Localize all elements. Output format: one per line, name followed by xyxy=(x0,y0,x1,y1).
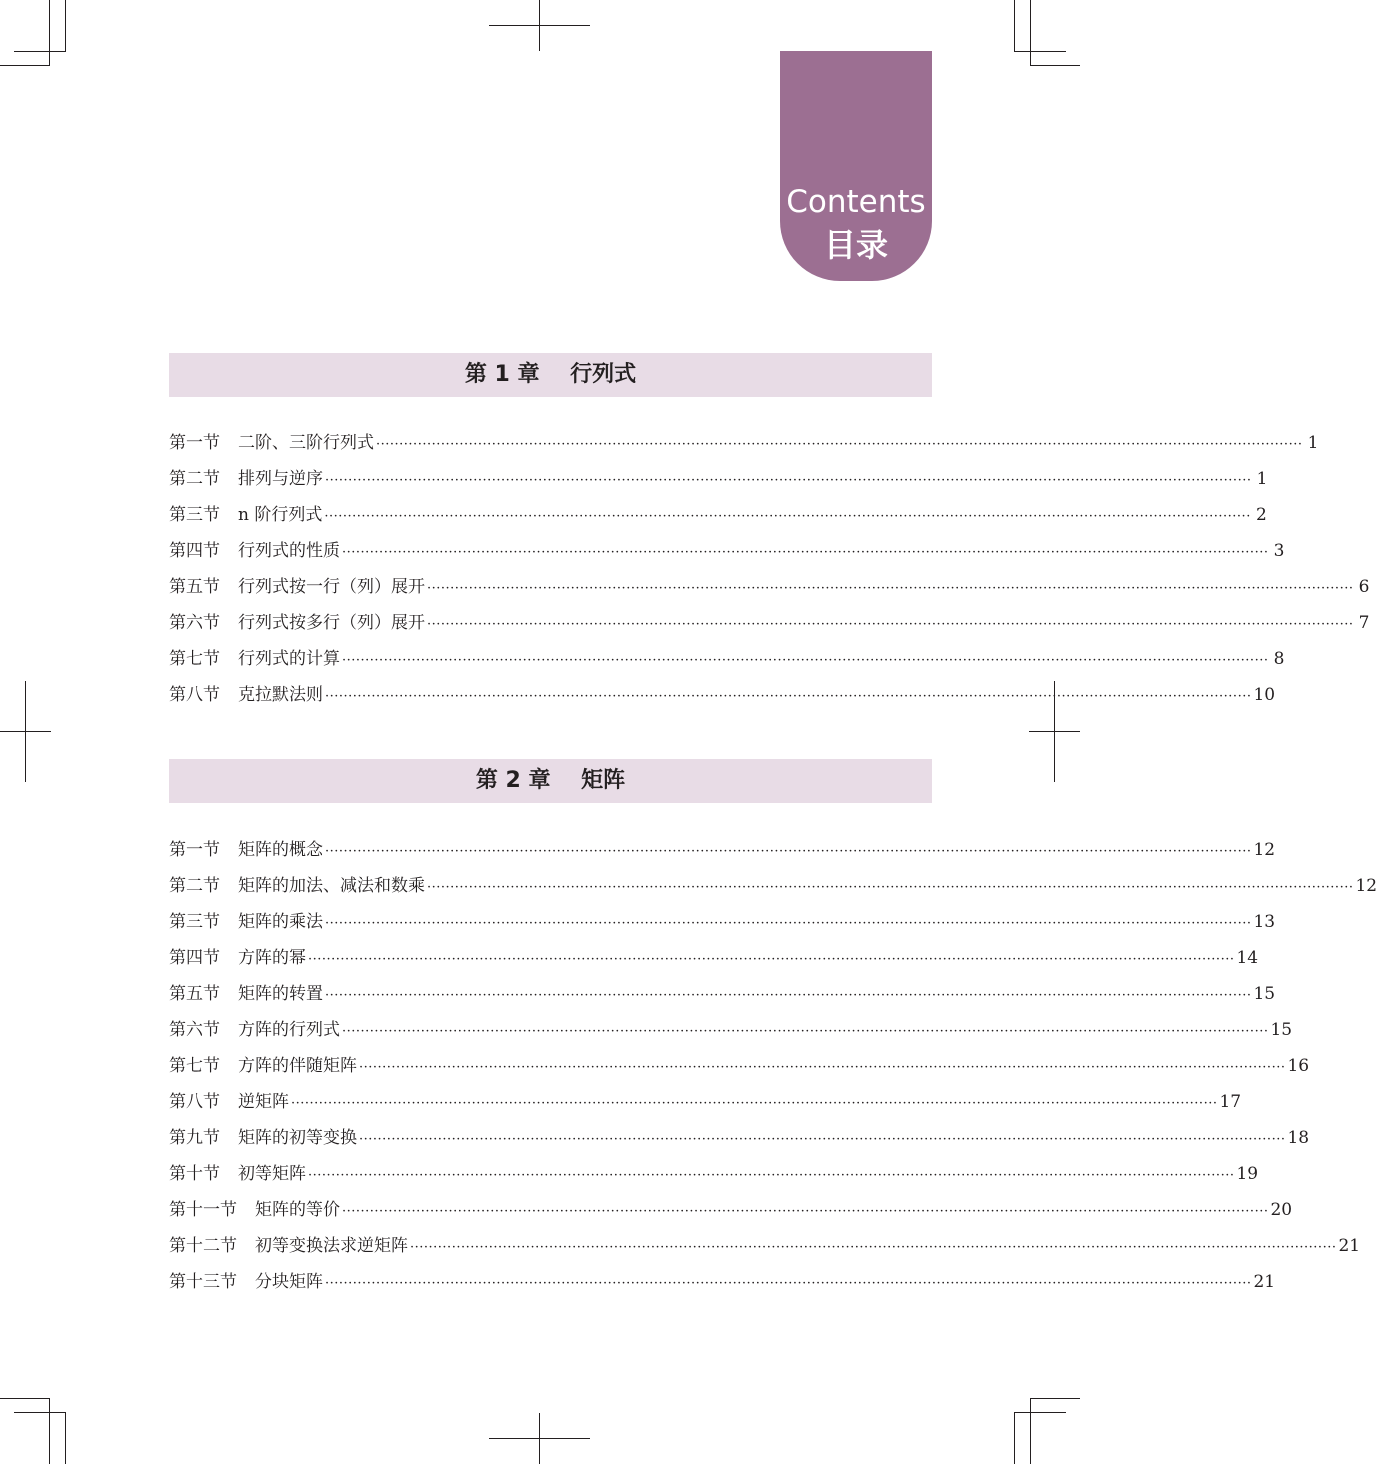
page-number: 1 xyxy=(1256,469,1268,489)
chapter-2-heading xyxy=(169,759,932,803)
toc-entry[interactable] xyxy=(169,1264,1276,1300)
toc-entry[interactable] xyxy=(169,1228,1361,1264)
section-title: 行列式按一行（列）展开 xyxy=(238,577,425,597)
leader-dots: ········································································································································································································ xyxy=(342,1204,1269,1219)
section-number: 第五节 xyxy=(169,577,220,597)
leader-dots: ········································································································································································································ xyxy=(359,1060,1286,1075)
section-number: 第四节 xyxy=(169,948,220,968)
leader-dots: ········································································································································································································ xyxy=(308,952,1235,967)
page-number: 7 xyxy=(1358,613,1370,633)
page-number: 1 xyxy=(1307,433,1319,453)
leader-dots: ········································································································································································································ xyxy=(325,988,1252,1003)
toc-entry[interactable] xyxy=(169,533,1285,569)
section-title: n 阶行列式 xyxy=(238,505,323,525)
section-number: 第六节 xyxy=(169,1020,220,1040)
section-title: 矩阵的转置 xyxy=(238,984,323,1004)
section-title: 克拉默法则 xyxy=(238,685,323,705)
section-title: 矩阵的初等变换 xyxy=(238,1128,357,1148)
toc-entry[interactable] xyxy=(169,461,1268,497)
leader-dots: ········································································································································································································ xyxy=(342,545,1269,560)
page-number: 2 xyxy=(1256,505,1267,525)
section-number: 第八节 xyxy=(169,1092,220,1112)
toc-entry[interactable] xyxy=(169,569,1370,605)
section-title: 方阵的行列式 xyxy=(238,1020,340,1040)
leader-dots: ········································································································································································································ xyxy=(325,916,1252,931)
leader-dots: ········································································································································································································ xyxy=(342,1024,1269,1039)
leader-dots: ········································································································································································································ xyxy=(427,617,1354,632)
page-number: 3 xyxy=(1273,541,1285,561)
page-number: 15 xyxy=(1270,1020,1293,1040)
leader-dots: ········································································································································································································ xyxy=(427,880,1354,895)
page-number: 18 xyxy=(1287,1128,1310,1148)
chapter-1-title: 第 1 章 行列式 xyxy=(464,362,637,387)
leader-dots: ········································································································································································································ xyxy=(376,437,1303,452)
section-title: 行列式的计算 xyxy=(238,649,340,669)
page-number: 19 xyxy=(1236,1164,1259,1184)
section-title: 矩阵的乘法 xyxy=(238,912,323,932)
page-number: 21 xyxy=(1253,1272,1276,1292)
page-number: 15 xyxy=(1253,984,1276,1004)
section-title: 矩阵的等价 xyxy=(255,1200,340,1220)
section-number: 第三节 xyxy=(169,505,220,525)
section-title: 矩阵的概念 xyxy=(238,840,323,860)
section-number: 第四节 xyxy=(169,541,220,561)
toc-entry[interactable] xyxy=(169,497,1267,533)
section-title: 行列式按多行（列）展开 xyxy=(238,613,425,633)
section-number: 第七节 xyxy=(169,1056,220,1076)
section-title: 分块矩阵 xyxy=(255,1272,323,1292)
section-number: 第一节 xyxy=(169,433,220,453)
page-number: 8 xyxy=(1273,649,1285,669)
toc-entry[interactable] xyxy=(169,1192,1293,1228)
toc-entry[interactable] xyxy=(169,677,1276,713)
toc-entry[interactable] xyxy=(169,641,1285,677)
toc-entry[interactable] xyxy=(169,1120,1310,1156)
page-number: 16 xyxy=(1287,1056,1310,1076)
section-title: 方阵的幂 xyxy=(238,948,306,968)
toc-entry[interactable] xyxy=(169,1156,1259,1192)
chapter-1-heading xyxy=(169,353,932,397)
page-number: 13 xyxy=(1253,912,1276,932)
toc-entry[interactable] xyxy=(169,976,1276,1012)
section-number: 第七节 xyxy=(169,649,220,669)
page-number: 17 xyxy=(1219,1092,1242,1112)
section-number: 第九节 xyxy=(169,1128,220,1148)
section-title: 初等变换法求逆矩阵 xyxy=(255,1236,408,1256)
section-title: 二阶、三阶行列式 xyxy=(238,433,374,453)
section-title: 初等矩阵 xyxy=(238,1164,306,1184)
page-number: 14 xyxy=(1236,948,1259,968)
toc-entry[interactable] xyxy=(169,868,1377,904)
section-number: 第十节 xyxy=(169,1164,220,1184)
toc-entry[interactable] xyxy=(169,605,1370,641)
toc-entry[interactable] xyxy=(169,1012,1293,1048)
leader-dots: ········································································································································································································ xyxy=(291,1096,1218,1111)
toc-entry[interactable] xyxy=(169,1084,1242,1120)
toc-entry[interactable] xyxy=(169,1048,1310,1084)
page-number: 20 xyxy=(1270,1200,1293,1220)
contents-title-chinese: 目录 xyxy=(823,226,888,264)
section-number: 第十一节 xyxy=(169,1200,237,1220)
section-title: 矩阵的加法、减法和数乘 xyxy=(238,876,425,896)
leader-dots: ········································································································································································································ xyxy=(359,1132,1286,1147)
leader-dots: ········································································································································································································ xyxy=(325,473,1252,488)
page-number: 6 xyxy=(1358,577,1370,597)
section-number: 第六节 xyxy=(169,613,220,633)
section-number: 第五节 xyxy=(169,984,220,1004)
section-number: 第一节 xyxy=(169,840,220,860)
section-number: 第十二节 xyxy=(169,1236,237,1256)
toc-entry[interactable] xyxy=(169,940,1259,976)
page-number: 12 xyxy=(1355,876,1377,896)
leader-dots: ········································································································································································································ xyxy=(325,844,1252,859)
section-number: 第三节 xyxy=(169,912,220,932)
section-number: 第十三节 xyxy=(169,1272,237,1292)
toc-entry[interactable] xyxy=(169,904,1276,940)
contents-tab xyxy=(780,51,932,281)
section-title: 方阵的伴随矩阵 xyxy=(238,1056,357,1076)
section-title: 排列与逆序 xyxy=(238,469,323,489)
leader-dots: ········································································································································································································ xyxy=(325,1276,1252,1291)
chapter-2-title: 第 2 章 矩阵 xyxy=(475,768,626,793)
leader-dots: ········································································································································································································ xyxy=(410,1240,1337,1255)
page-number: 12 xyxy=(1253,840,1276,860)
toc-entry[interactable] xyxy=(169,425,1319,461)
section-title: 逆矩阵 xyxy=(238,1092,289,1112)
leader-dots: ········································································································································································································ xyxy=(308,1168,1235,1183)
chapter-1-toc xyxy=(169,425,1370,713)
contents-title-english: Contents xyxy=(786,184,926,220)
toc-entry[interactable] xyxy=(169,832,1276,868)
section-number: 第二节 xyxy=(169,876,220,896)
section-number: 第二节 xyxy=(169,469,220,489)
leader-dots: ········································································································································································································ xyxy=(325,689,1252,704)
leader-dots: ········································································································································································································ xyxy=(427,581,1354,596)
chapter-2-toc xyxy=(169,832,1377,1300)
section-title: 行列式的性质 xyxy=(238,541,340,561)
section-number: 第八节 xyxy=(169,685,220,705)
leader-dots: ········································································································································································································ xyxy=(342,653,1269,668)
leader-dots: ········································································································································································································ xyxy=(324,509,1251,524)
page-number: 10 xyxy=(1253,685,1276,705)
page-number: 21 xyxy=(1338,1236,1361,1256)
